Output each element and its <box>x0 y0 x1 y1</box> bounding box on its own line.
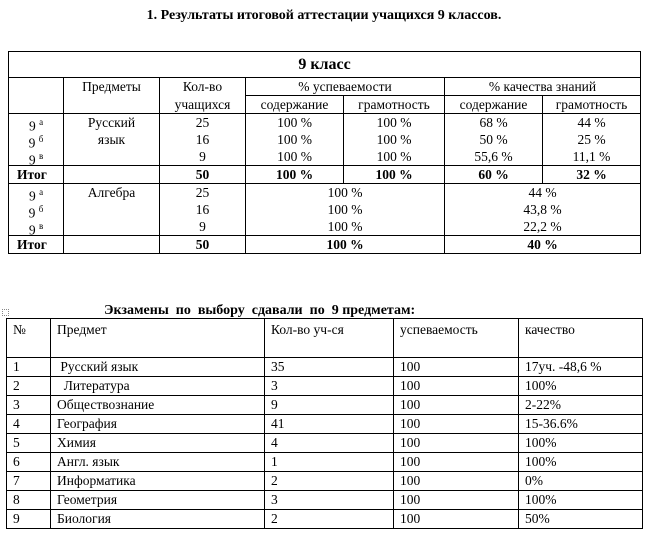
percent-value: 100 % <box>376 132 412 147</box>
count-value: 25 <box>195 115 210 130</box>
row-count: 2 <box>265 472 394 491</box>
row-count: 41 <box>265 415 394 434</box>
class-letter: в <box>38 151 44 161</box>
row-count: 35 <box>265 358 394 377</box>
row-progress: 100 <box>394 510 519 529</box>
total-label: Итог <box>9 236 64 254</box>
percent-value: 100 % <box>277 132 312 147</box>
row-number: 9 <box>7 510 51 529</box>
sub-header-literacy: грамотность <box>344 96 445 114</box>
row-number: 4 <box>7 415 51 434</box>
row-quality: 50% <box>519 510 643 529</box>
row-quality: 100% <box>519 377 643 396</box>
percent-value: 100 % <box>277 149 312 164</box>
results-table <box>8 51 641 254</box>
empty-cell <box>64 236 160 254</box>
table-row <box>7 358 643 377</box>
subject-russian <box>64 114 160 166</box>
total-quality-content: 60 % <box>445 166 543 184</box>
row-number: 2 <box>7 377 51 396</box>
page-title: 1. Результаты итоговой аттестации учащихся 9 классов. <box>146 8 502 23</box>
total-count: 50 <box>160 236 246 254</box>
row-number: 3 <box>7 396 51 415</box>
percent-value: 100 % <box>277 115 312 130</box>
total-progress: 100 % <box>246 236 445 254</box>
class-letter: в <box>38 221 44 231</box>
quality-cell <box>445 184 641 236</box>
count-value: 16 <box>195 202 210 217</box>
percent-value: 11,1 % <box>572 149 611 164</box>
class-cell <box>9 184 64 236</box>
count-cell <box>160 114 246 166</box>
class-label: 9 $^а$ <box>28 187 44 204</box>
count-value: 25 <box>195 185 210 200</box>
percent-value: 100 % <box>327 219 363 234</box>
class-label: 9 $^б$ <box>28 134 44 151</box>
table-row <box>7 510 643 529</box>
col-quality-header: % качества знаний <box>445 78 641 96</box>
percent-value: 43,8 % <box>523 202 562 217</box>
percent-value: 50 % <box>479 132 508 147</box>
class-letter: б <box>38 134 44 144</box>
progress-literacy-cell <box>344 114 445 166</box>
percent-value: 68 % <box>479 115 508 130</box>
row-subject: Литература <box>51 377 265 396</box>
row-count: 3 <box>265 377 394 396</box>
col-progress-header: % успеваемости <box>246 78 445 96</box>
progress-content-cell <box>246 114 344 166</box>
percent-value: 100 % <box>327 202 363 217</box>
row-number: 6 <box>7 453 51 472</box>
row-quality: 100% <box>519 434 643 453</box>
row-quality: 100% <box>519 453 643 472</box>
table-row <box>7 434 643 453</box>
row-subject: Биология <box>51 510 265 529</box>
class-label: 9 $^в$ <box>28 221 44 238</box>
total-count: 50 <box>160 166 246 184</box>
count-value: 16 <box>195 132 210 147</box>
table-row <box>7 472 643 491</box>
sub-header-content: содержание <box>246 96 344 114</box>
count-header-line1: Кол-во <box>182 79 223 94</box>
quality-literacy-cell <box>543 114 641 166</box>
row-subject: Информатика <box>51 472 265 491</box>
empty-cell <box>64 96 160 114</box>
table-row <box>7 396 643 415</box>
row-subject: География <box>51 415 265 434</box>
total-quality: 40 % <box>445 236 641 254</box>
row-quality: 0% <box>519 472 643 491</box>
percent-value: 100 % <box>376 115 412 130</box>
row-count: 2 <box>265 510 394 529</box>
percent-value: 44 % <box>577 115 606 130</box>
row-progress: 100 <box>394 358 519 377</box>
empty-cell <box>9 96 64 114</box>
header-count: Кол-во уч-ся <box>265 319 394 358</box>
row-quality: 17уч. -48,6 % <box>519 358 643 377</box>
table-move-handle-icon[interactable] <box>2 309 9 316</box>
subject-algebra: Алгебра <box>64 184 160 236</box>
row-quality: 2-22% <box>519 396 643 415</box>
header-progress: успеваемость <box>394 319 519 358</box>
col-subjects-header: Предметы <box>64 78 160 96</box>
grade-header: 9 класс <box>9 52 641 78</box>
row-count: 3 <box>265 491 394 510</box>
row-quality: 100% <box>519 491 643 510</box>
total-progress-literacy: 100 % <box>344 166 445 184</box>
class-label: 9 $^б$ <box>28 204 44 221</box>
class-letter: а <box>39 187 44 197</box>
row-number: 1 <box>7 358 51 377</box>
class-cell <box>9 114 64 166</box>
row-progress: 100 <box>394 415 519 434</box>
class-label: 9 $^в$ <box>28 151 44 168</box>
row-progress: 100 <box>394 453 519 472</box>
percent-value: 44 % <box>528 185 557 200</box>
total-progress-content: 100 % <box>246 166 344 184</box>
table-header-row <box>7 319 643 358</box>
row-number: 5 <box>7 434 51 453</box>
row-progress: 100 <box>394 396 519 415</box>
total-quality-literacy: 32 % <box>543 166 641 184</box>
sub-header-content: содержание <box>445 96 543 114</box>
header-quality: качество <box>519 319 643 358</box>
count-header-line2: учащихся <box>160 96 246 114</box>
quality-content-cell <box>445 114 543 166</box>
count-cell <box>160 184 246 236</box>
class-label: 9 $^а$ <box>28 117 44 134</box>
table-row <box>7 377 643 396</box>
percent-value: 22,2 % <box>523 219 562 234</box>
row-progress: 100 <box>394 491 519 510</box>
table-row <box>7 453 643 472</box>
row-number: 7 <box>7 472 51 491</box>
row-subject: Химия <box>51 434 265 453</box>
row-count: 9 <box>265 396 394 415</box>
row-progress: 100 <box>394 377 519 396</box>
row-quality: 15-36.6% <box>519 415 643 434</box>
row-subject: Русский язык <box>51 358 265 377</box>
header-subject: Предмет <box>51 319 265 358</box>
empty-cell <box>9 78 64 96</box>
row-subject: Геометрия <box>51 491 265 510</box>
row-subject: Англ. язык <box>51 453 265 472</box>
header-number: № <box>7 319 51 358</box>
table-row <box>7 491 643 510</box>
row-subject: Обществознание <box>51 396 265 415</box>
class-letter: а <box>39 117 44 127</box>
col-count-header <box>160 78 246 96</box>
subject-label: Русский язык <box>87 115 136 147</box>
count-value: 9 <box>199 149 206 164</box>
row-count: 1 <box>265 453 394 472</box>
exams-heading: Экзамены по выбору сдавали по 9 предметам: <box>104 303 416 318</box>
total-label: Итог <box>9 166 64 184</box>
progress-cell <box>246 184 445 236</box>
sub-header-literacy: грамотность <box>543 96 641 114</box>
class-letter: б <box>38 204 44 214</box>
count-value: 9 <box>199 219 206 234</box>
row-progress: 100 <box>394 472 519 491</box>
row-progress: 100 <box>394 434 519 453</box>
row-number: 8 <box>7 491 51 510</box>
exams-table <box>6 318 643 529</box>
empty-cell <box>64 166 160 184</box>
table-row <box>7 415 643 434</box>
percent-value: 100 % <box>327 185 363 200</box>
percent-value: 25 % <box>577 132 606 147</box>
percent-value: 55,6 % <box>474 149 513 164</box>
row-count: 4 <box>265 434 394 453</box>
percent-value: 100 % <box>376 149 412 164</box>
